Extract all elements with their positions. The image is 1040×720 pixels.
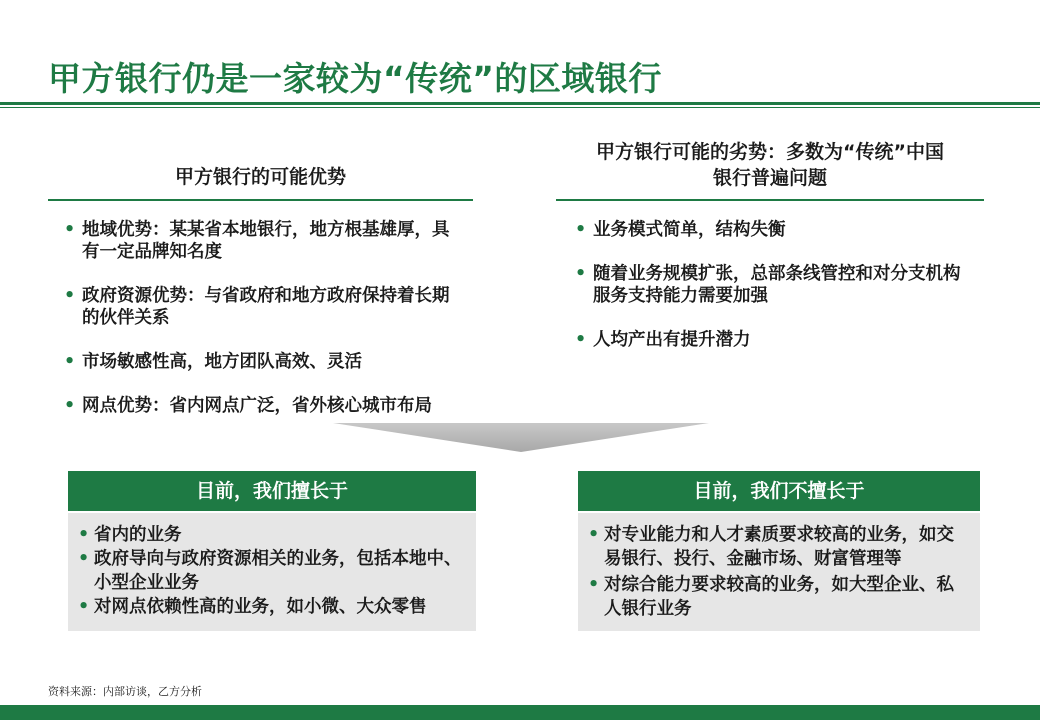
bullet-icon: • [78,525,90,545]
bullet-icon: • [64,396,76,416]
strength-item: • 政府资源优势：与省政府和地方政府保持着长期的伙伴关系 [64,286,450,328]
weakness-item: • 随着业务规模扩张，总部条线管控和对分支机构服务支持能力需要加强 [575,264,961,306]
page-title: 甲方银行仍是一家较为“传统”的区域银行 [48,59,662,98]
strengths-divider [48,199,473,201]
bullet-icon: • [78,549,90,569]
bullet-icon: • [64,352,76,372]
strengths-heading: 甲方银行的可能优势 [174,166,346,188]
bullet-icon: • [575,220,587,240]
strong-at-box [68,513,476,631]
weaknesses-list [573,219,973,373]
strong-at-heading: 目前，我们擅长于 [68,471,476,511]
bullet-icon: • [588,525,600,545]
not-strong-at-heading: 目前，我们不擅长于 [578,471,980,511]
strength-item: • 地域优势：某某省本地银行，地方根基雄厚，具有一定品牌知名度 [64,220,450,262]
title-divider [0,102,1040,105]
weaknesses-heading-line1: 甲方银行可能的劣势：多数为“传统”中国 [596,141,944,163]
source-note: 资料来源：内部访谈，乙方分析 [48,685,202,698]
bullet-icon: • [575,264,587,284]
bullet-icon: • [64,220,76,240]
strong-at-item: • 政府导向与政府资源相关的业务，包括本地中、小型企业业务 [78,549,462,593]
strong-at-item: • 对网点依赖性高的业务，如小微、大众零售 [78,597,427,617]
weaknesses-heading-line2: 银行普遍问题 [712,167,827,189]
bullet-icon: • [64,286,76,306]
footer-bar [0,705,1040,720]
bullet-icon: • [588,575,600,595]
strength-item: • 网点优势：省内网点广泛，省外核心城市布局 [64,396,432,416]
weaknesses-heading [556,139,984,191]
weakness-item: • 业务模式简单，结构失衡 [575,220,786,240]
not-strong-at-box [578,513,980,631]
weakness-item: • 人均产出有提升潜力 [575,330,751,350]
down-arrow-icon [333,423,709,453]
bullet-icon: • [78,597,90,617]
not-strong-at-item: • 对综合能力要求较高的业务，如大型企业、私人银行业务 [588,575,954,619]
weaknesses-divider [556,199,984,201]
strong-at-item: • 省内的业务 [78,525,182,545]
strength-item: • 市场敏感性高，地方团队高效、灵活 [64,352,362,372]
title-divider-thin [0,107,1040,108]
not-strong-at-item: • 对专业能力和人才素质要求较高的业务，如交易银行、投行、金融市场、财富管理等 [588,525,954,569]
bullet-icon: • [575,330,587,350]
strengths-list [62,219,462,439]
